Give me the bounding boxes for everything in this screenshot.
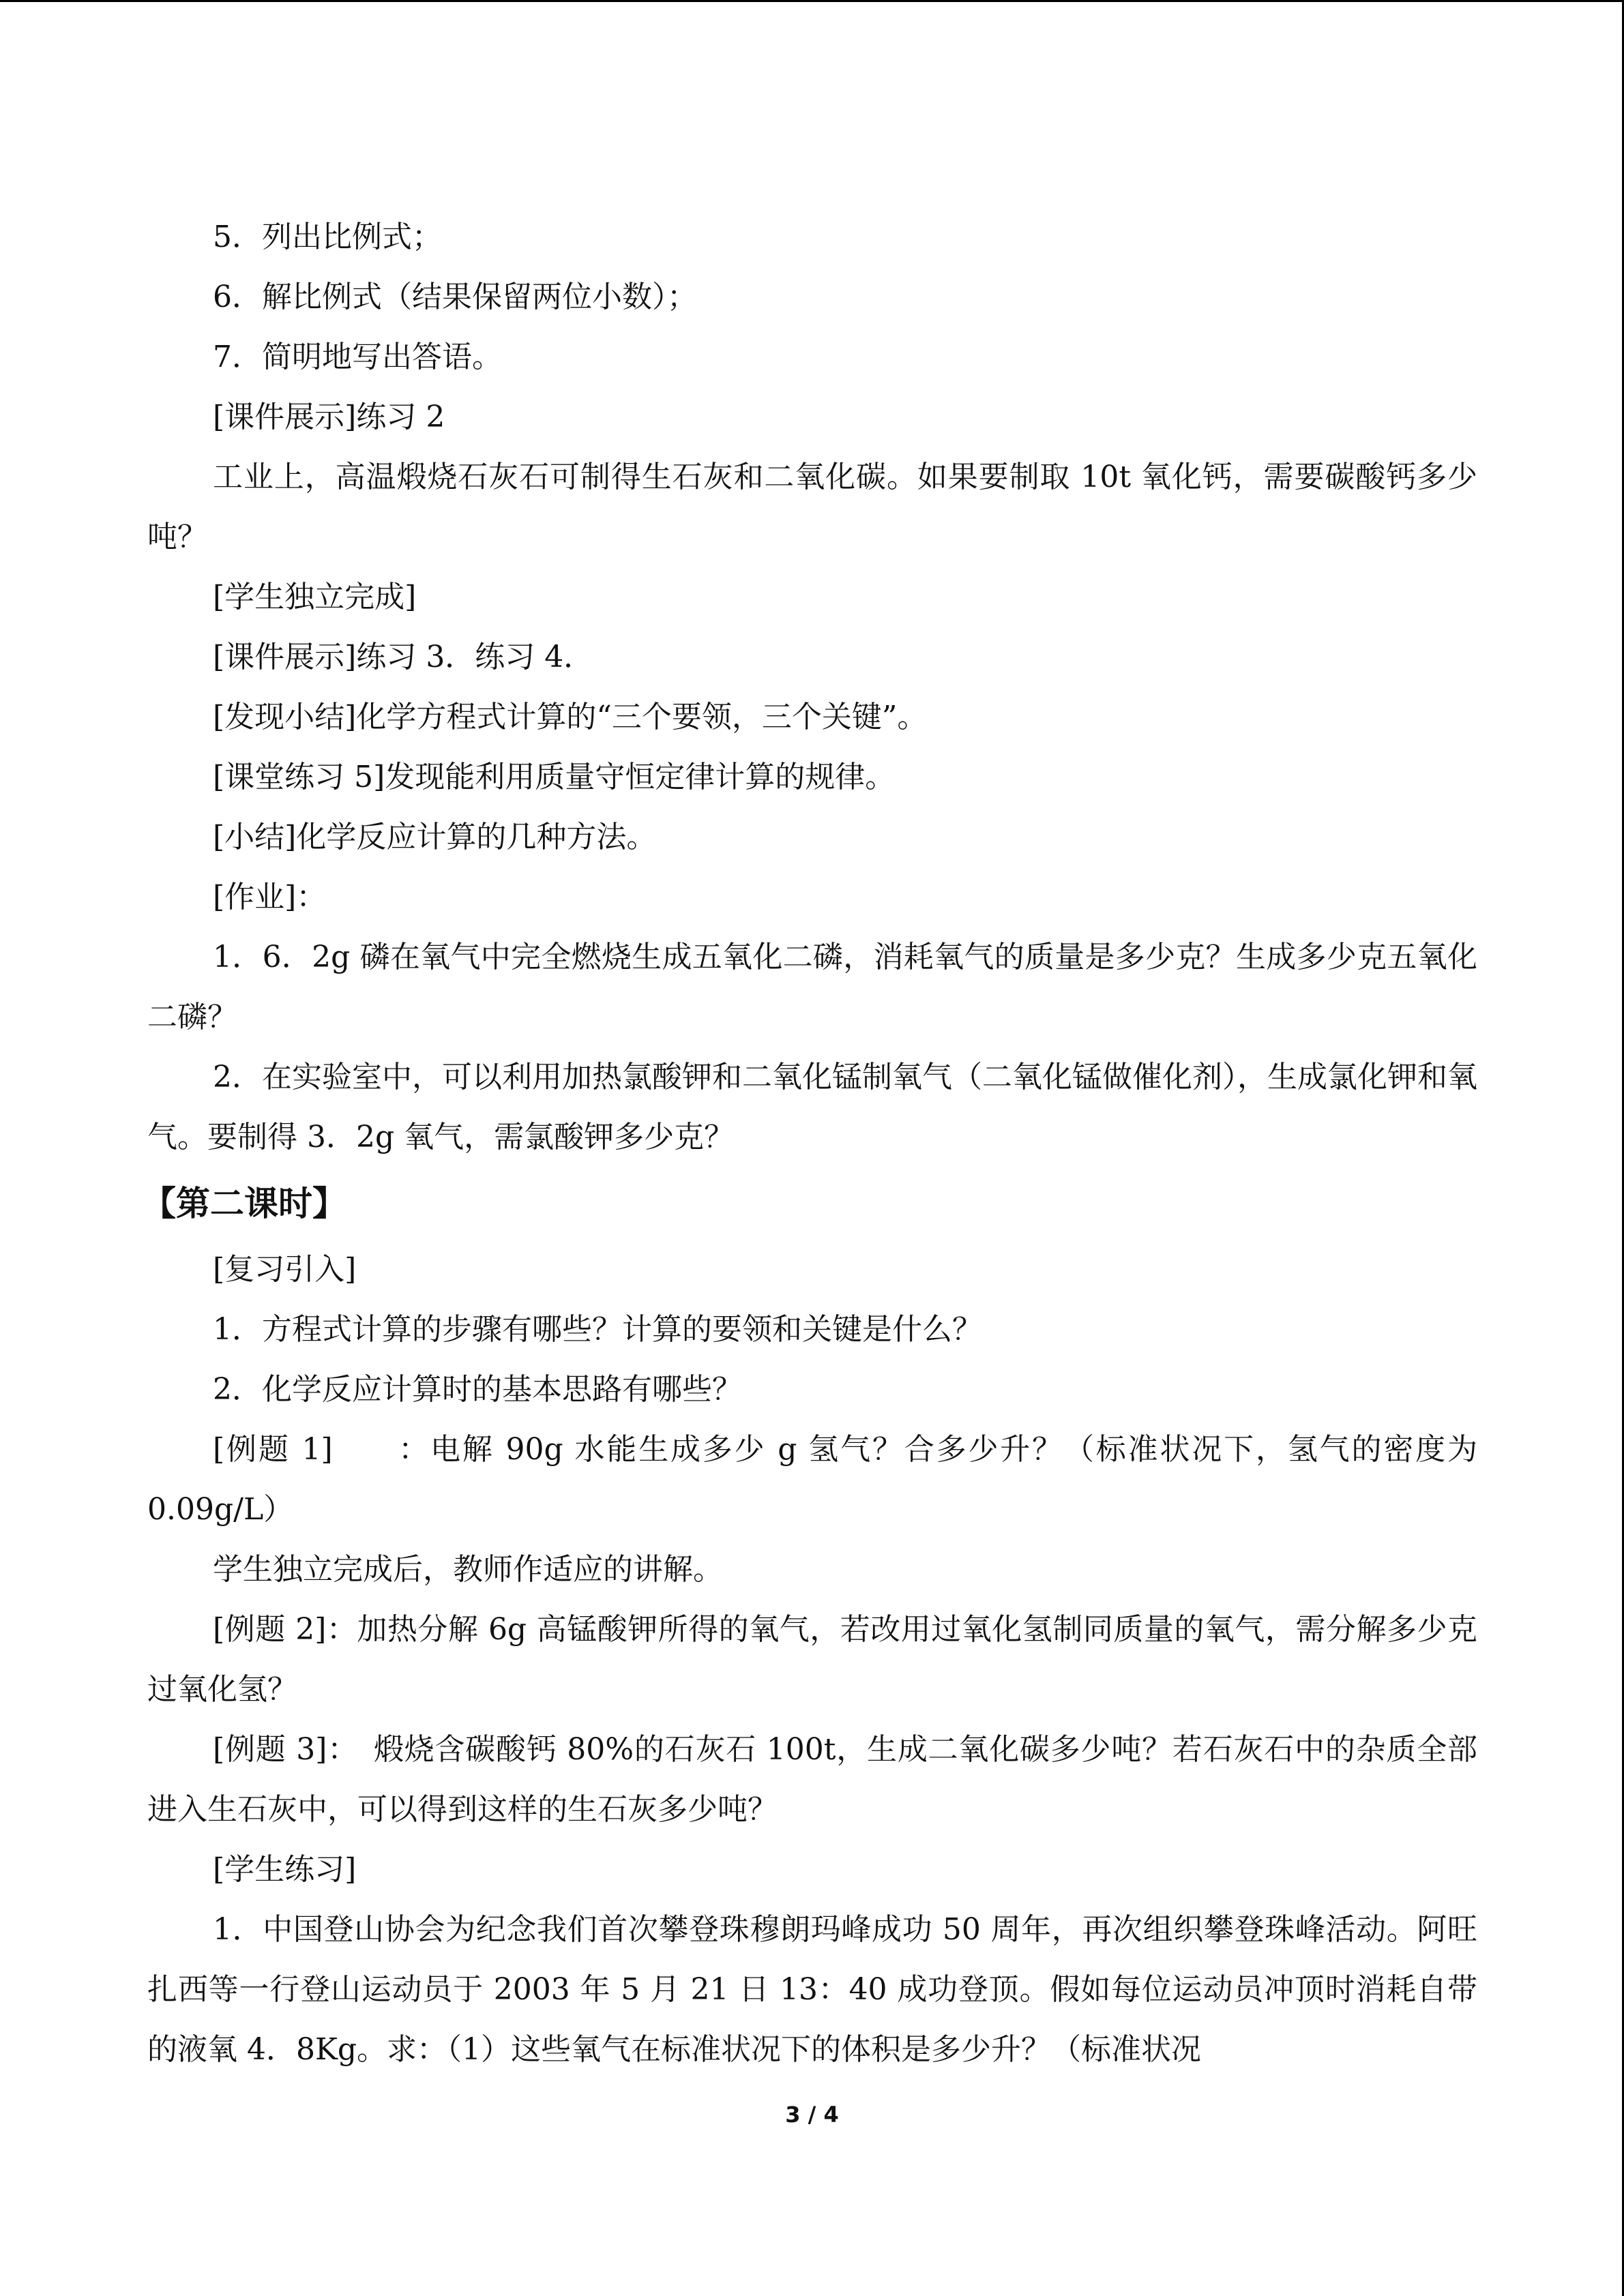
example-3: [例题 3]： 煅烧含碳酸钙 80%的石灰石 100t，生成二氧化碳多少吨？若石灰石中的杂质全部进入生石灰中，可以得到这样的生石灰多少吨？: [147, 1732, 1477, 1827]
example-1: [例题 1] ：电解 90g 水能生成多少 g 氢气？合多少升？（标准状况下，氢气的密度为 0.09g/L）: [147, 1432, 1477, 1527]
step-6-line: 6．解比例式（结果保留两位小数）；: [213, 280, 697, 314]
exercise-2-label: [课件展示]练习 2: [213, 400, 445, 434]
page-number: 3 / 4: [785, 2102, 839, 2128]
homework-question-1: 1．6．2g 磷在氧气中完全燃烧生成五氧化二磷，消耗氧气的质量是多少克？生成多少克五氧化二磷？: [147, 940, 1477, 1034]
summary-methods-line: [小结]化学反应计算的几种方法。: [213, 820, 657, 854]
review-question-1: 1．方程式计算的步骤有哪些？计算的要领和关键是什么？: [213, 1312, 982, 1347]
exercise-2-question: 工业上，高温煅烧石灰石可制得生石灰和二氧化碳。如果要制取 10t 氧化钙，需要碳酸钙多少吨？: [147, 460, 1477, 554]
class-exercise-5-line: [课堂练习 5]发现能利用质量守恒定律计算的规律。: [213, 760, 896, 794]
exercise-3-4-label: [课件展示]练习 3．练习 4．: [213, 640, 594, 674]
document-body: [142, 207, 1477, 2080]
practice-question-1: 1．中国登山协会为纪念我们首次攀登珠穆朗玛峰成功 50 周年，再次组织攀登珠峰活动。阿旺扎西等一行登山运动员于 2003 年 5 月 21 日 13：40 成功登顶。假如每位运动员冲顶时消耗自带的液氧 4．8Kg。求：（1）这些氧气在标准状况下的体积是多少升？（标准状况: [147, 1912, 1477, 2067]
review-intro-label: [复习引入]: [213, 1252, 357, 1287]
student-complete-label: [学生独立完成]: [213, 580, 417, 614]
section-heading: 【第二课时】: [142, 1184, 346, 1223]
summary-finding-line: [发现小结]化学方程式计算的“三个要领，三个关键”。: [213, 700, 928, 734]
step-7-line: 7．简明地写出答语。: [213, 340, 502, 374]
student-practice-label: [学生练习]: [213, 1852, 357, 1887]
homework-label: [作业]：: [213, 880, 327, 914]
example-2: [例题 2]：加热分解 6g 高锰酸钾所得的氧气，若改用过氧化氢制同质量的氧气，需分解多少克过氧化氢？: [147, 1612, 1477, 1707]
teacher-explanation-line: 学生独立完成后，教师作适应的讲解。: [213, 1552, 723, 1587]
homework-question-2: 2．在实验室中，可以利用加热氯酸钾和二氧化锰制氧气（二氧化锰做催化剂），生成氯化钾和氧气。要制得 3．2g 氧气，需氯酸钾多少克？: [147, 1060, 1477, 1154]
step-5-line: 5．列出比例式；: [213, 220, 442, 254]
review-question-2: 2．化学反应计算时的基本思路有哪些？: [213, 1372, 742, 1407]
